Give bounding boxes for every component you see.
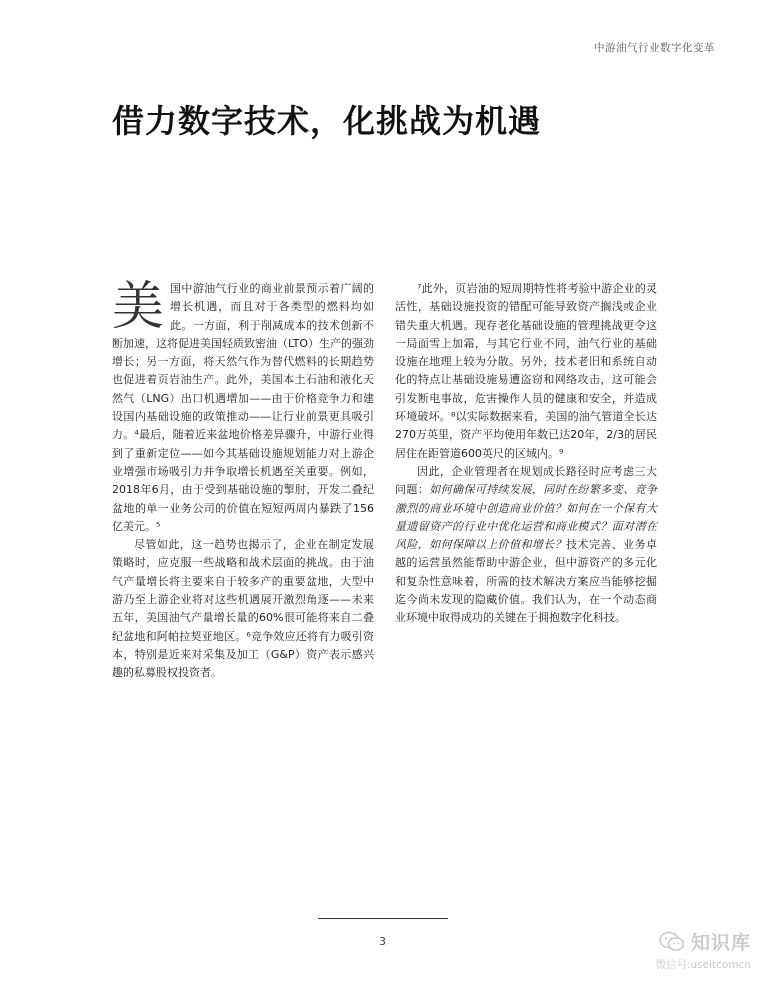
watermark [655, 928, 751, 972]
left-paragraph-1 [112, 277, 374, 536]
right-paragraph-1: ⁷此外，页岩油的短周期特性将考验中游企业的灵活性，基础设施投资的错配可能导致资产搁浅或企业错失重大机遇。现存老化基础设施的管理挑战更令这一局面雪上加霜，与其它行业不同，油气行业的基础设施在地理上较为分散。另外，技术老旧和系统自动化的特点让基础设施易遭盗窃和网络攻击，这可能会引发断电事故，危害操作人员的健康和安全，并造成环境破坏。⁸以实际数据来看，美国的油气管道全长达270万英里，资产平均使用年数已达20年，2/3的居民居住在距管道600英尺的区域内。⁹ [395, 282, 657, 460]
right-paragraph-2-start: 因此，企业管理者在规划成长路径时应考虑三大问题： [395, 464, 657, 497]
right-column [395, 280, 657, 628]
drop-cap: 美 [112, 277, 165, 337]
left-column [112, 277, 374, 683]
watermark-subtitle: 微信号:useitcomcn [655, 959, 751, 971]
right-paragraph-2-italic: 如何确保可持续发展，同时在纷繁多变、竞争激烈的商业环境中创造商业价值？如何在一个保有大量遗留资产的行业中优化运营和商业模式？面对潜在风险，如何保障以上价值和增长？ [395, 483, 658, 552]
page-title: 借力数字技术，化挑战为机遇 [112, 102, 542, 140]
right-paragraph-2 [395, 463, 657, 628]
left-paragraph-1-text: 国中游油气行业的商业前景预示着广阔的增长机遇，而且对于各类型的燃料均如此。一方面，利于削减成本的技术创新不断加速，这将促进美国轻质致密油（LTO）生产的强劲增长；另一方面，将天然气作为替代燃料的长期趋势也促进着页岩油生产。此外，美国本土石油和液化天然气（LNG）出口机遇增加——由于价格竞争力和建设国内基础设施的政策推动——让行业前景更具吸引力。⁴最后，随着近来盆地价格差异骤升，中游行业得到了重新定位——如今其基础设施规划能力对上游企业增强市场吸引力并争取增长机遇至关重要。例如，2018年6月，由于受到基础设施的掣肘，开发二叠纪盆地的单一业务公司的价值在短短两周内暴跌了156亿美元。⁵ [112, 282, 374, 533]
left-paragraph-2: 尽管如此，这一趋势也揭示了，企业在制定发展策略时，应克服一些战略和战术层面的挑战。由于油气产量增长将主要来自于较多产的重要盆地，大型中游乃至上游企业将对这些机遇展开激烈角逐——未来五年，美国油气产量增长量的60%很可能将来自二叠纪盆地和阿帕拉契亚地区。⁶竞争效应还将有力吸引资本，特别是近来对采集及加工（G&P）资产表示感兴趣的私募股权投资者。 [112, 538, 374, 680]
watermark-title: 知识库 [690, 932, 751, 954]
footer-rule [318, 918, 448, 919]
page-number: 3 [379, 935, 386, 948]
running-header: 中游油气行业数字化变革 [594, 42, 715, 54]
right-paragraph-2-end: 技术完善、业务卓越的运营虽然能帮助中游企业，但中游资产的多元化和复杂性意味着，所需的技术解决方案应当能够挖掘迄今尚未发现的隐藏价值。我们认为，在一个动态商业环境中取得成功的关键在于拥抱数字化科技。 [395, 538, 658, 625]
wechat-icon [659, 931, 685, 953]
